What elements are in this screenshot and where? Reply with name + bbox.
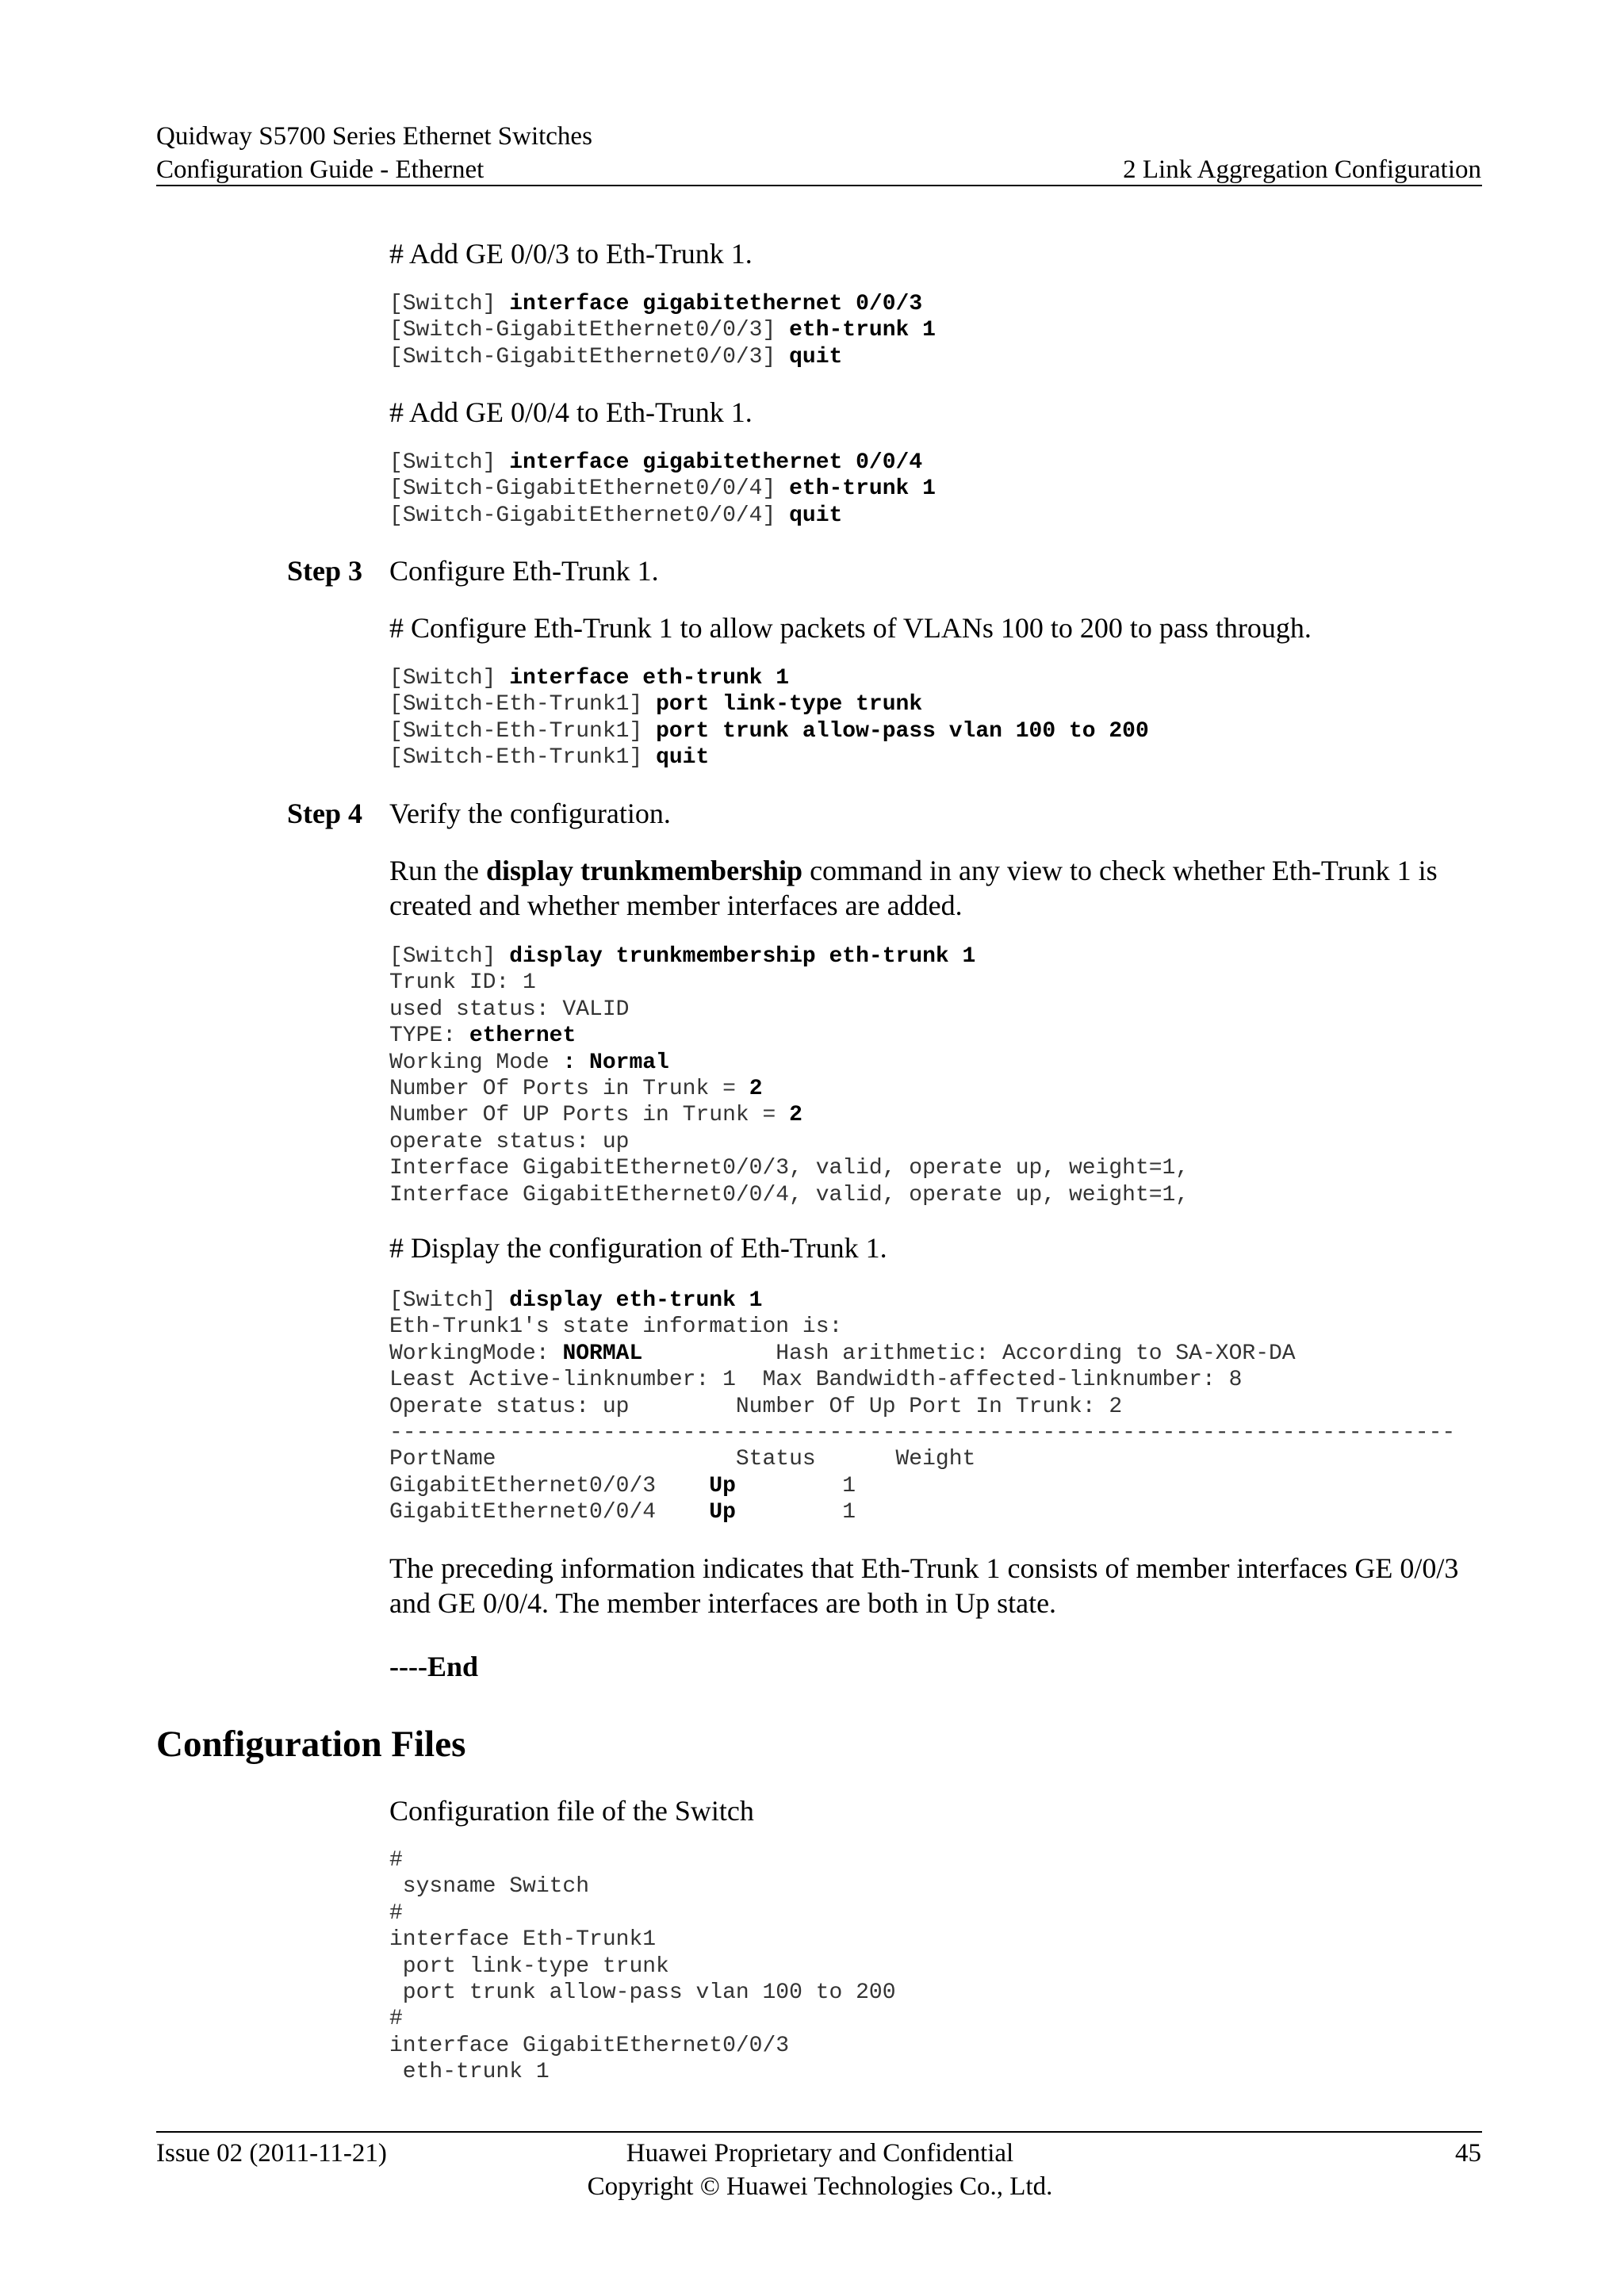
code-line: [Switch] interface gigabitethernet 0/0/4 — [389, 450, 923, 475]
conclusion-paragraph: The preceding information indicates that Eth-Trunk 1 consists of member interfaces GE 0/0/3 and GE 0/0/4. The member interfaces are both in Up state. — [389, 1552, 1459, 1619]
code-line: [Switch] interface gigabitethernet 0/0/3 — [389, 292, 923, 316]
code-line: # — [389, 1848, 403, 1873]
code-line: used status: VALID — [389, 997, 630, 1022]
footer-rule — [156, 2131, 1482, 2133]
code-line: operate status: up — [389, 1129, 630, 1154]
code-line: sysname Switch — [389, 1874, 590, 1900]
code-line: interface Eth-Trunk1 — [389, 1927, 657, 1953]
add-ge3-code — [389, 291, 936, 370]
code-line: [Switch] display eth-trunk 1 — [389, 1288, 763, 1313]
header-rule — [156, 185, 1482, 186]
code-line: [Switch-GigabitEthernet0/0/4] quit — [389, 503, 843, 528]
add-ge3-comment: # Add GE 0/0/3 to Eth-Trunk 1. — [389, 238, 753, 270]
add-ge4-code — [389, 450, 936, 529]
step4-title: Verify the configuration. — [389, 798, 671, 829]
code-line: [Switch-Eth-Trunk1] quit — [389, 745, 710, 771]
display-comment: # Display the configuration of Eth-Trunk 1. — [389, 1232, 887, 1264]
code-line: port trunk allow-pass vlan 100 to 200 — [389, 1980, 896, 2006]
code-line: [Switch-GigabitEthernet0/0/4] eth-trunk 1 — [389, 476, 936, 502]
code-line: Interface GigabitEthernet0/0/3, valid, operate up, weight=1, — [389, 1156, 1189, 1181]
trunkmembership-output — [389, 943, 1189, 1208]
code-line: GigabitEthernet0/0/3 Up 1 — [389, 1473, 856, 1498]
step4-run-paragraph: Run the display trunkmembership command in any view to check whether Eth-Trunk 1 is created and whether member interfaces are added. — [389, 855, 1438, 921]
code-line: interface GigabitEthernet0/0/3 — [389, 2033, 790, 2058]
step3-label: Step 3 — [287, 555, 363, 587]
code-line: Operate status: up Number Of Up Port In Trunk: 2 — [389, 1394, 1123, 1419]
code-line: Interface GigabitEthernet0/0/4, valid, operate up, weight=1, — [389, 1182, 1189, 1207]
code-line: Least Active-linknumber: 1 Max Bandwidth-affected-linknumber: 8 — [389, 1368, 1243, 1393]
code-line: eth-trunk 1 — [389, 2060, 550, 2085]
code-line: # — [389, 1900, 403, 1926]
code-line: WorkingMode: NORMAL Hash arithmetic: According to SA-XOR-DA — [389, 1341, 1296, 1366]
run-command: display trunkmembership — [486, 855, 803, 886]
footer-confidential: Huawei Proprietary and Confidential — [626, 2139, 1014, 2168]
code-line: [Switch-GigabitEthernet0/0/3] quit — [389, 344, 843, 369]
code-line: GigabitEthernet0/0/4 Up 1 — [389, 1500, 856, 1525]
code-line: PortName Status Weight — [389, 1447, 976, 1472]
code-line: port link-type trunk — [389, 1954, 669, 1979]
config-files-intro: Configuration file of the Switch — [389, 1795, 754, 1827]
footer-page-number: 45 — [1455, 2139, 1481, 2168]
code-line: [Switch-Eth-Trunk1] port link-type trunk — [389, 692, 923, 718]
code-line: Number Of UP Ports in Trunk = 2 — [389, 1103, 802, 1128]
header-guide: Configuration Guide - Ethernet — [156, 155, 485, 184]
code-line: [Switch] interface eth-trunk 1 — [389, 666, 790, 691]
code-line: [Switch-GigabitEthernet0/0/3] eth-trunk 1 — [389, 318, 936, 343]
section-title-configuration-files: Configuration Files — [156, 1724, 466, 1765]
eth-trunk-output — [389, 1288, 1455, 1526]
config-file-code — [389, 1847, 896, 2086]
code-line: TYPE: ethernet — [389, 1024, 576, 1049]
add-ge4-comment: # Add GE 0/0/4 to Eth-Trunk 1. — [389, 396, 753, 428]
code-line: Eth-Trunk1's state information is: — [389, 1314, 843, 1340]
code-line: [Switch-Eth-Trunk1] port trunk allow-pass vlan 100 to 200 — [389, 718, 1149, 744]
header-product: Quidway S5700 Series Ethernet Switches — [156, 122, 592, 151]
step3-title: Configure Eth-Trunk 1. — [389, 555, 659, 587]
footer-copyright: Copyright © Huawei Technologies Co., Ltd. — [587, 2172, 1053, 2201]
code-line: Trunk ID: 1 — [389, 970, 536, 996]
footer-issue: Issue 02 (2011-11-21) — [156, 2139, 387, 2168]
code-line: # — [389, 2007, 403, 2032]
code-line: -------------------------------------------------------------------------------- — [389, 1421, 1456, 1446]
code-line: Number Of Ports in Trunk = 2 — [389, 1077, 763, 1102]
step4-label: Step 4 — [287, 798, 363, 829]
step3-comment: # Configure Eth-Trunk 1 to allow packets of VLANs 100 to 200 to pass through. — [389, 612, 1312, 644]
step3-code — [389, 665, 1149, 771]
code-line: [Switch] display trunkmembership eth-trunk 1 — [389, 944, 976, 969]
header-chapter: 2 Link Aggregation Configuration — [1123, 155, 1481, 184]
end-marker: ----End — [389, 1651, 479, 1682]
code-line: Working Mode : Normal — [389, 1050, 669, 1075]
